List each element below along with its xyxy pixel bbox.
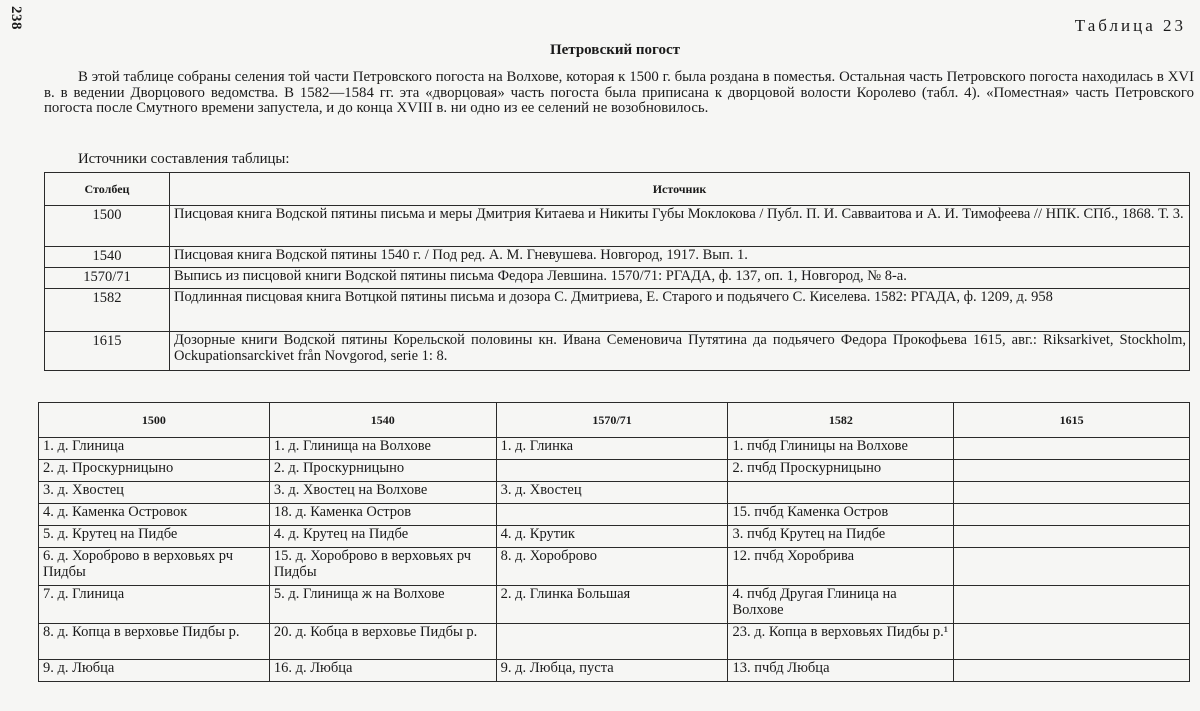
table-cell: 1. д. Глинища на Волхове <box>269 438 496 460</box>
table-row <box>39 504 1190 526</box>
sources-row <box>45 332 1190 371</box>
table-cell: 3. д. Хвостец <box>39 482 270 504</box>
table-cell <box>954 624 1190 660</box>
table-cell <box>496 624 728 660</box>
table-cell: 2. д. Проскурницыно <box>269 460 496 482</box>
sources-cell-source: Писцовая книга Водской пятины 1540 г. / Под ред. А. М. Гневушева. Новгород, 1917. Вып. 1. <box>170 247 1190 268</box>
sources-header-source: Источник <box>170 173 1190 206</box>
table-row <box>39 438 1190 460</box>
table-cell: 5. д. Крутец на Пидбе <box>39 526 270 548</box>
sources-cell-source: Выпись из писцовой книги Водской пятины письма Федора Левшина. 1570/71: РГАДА, ф. 137, оп. 1, Новгород, № 8-а. <box>170 268 1190 289</box>
table-cell <box>728 482 954 504</box>
table-row <box>39 586 1190 624</box>
column-header-1570-71: 1570/71 <box>496 403 728 438</box>
table-cell: 18. д. Каменка Остров <box>269 504 496 526</box>
table-row <box>39 460 1190 482</box>
table-cell: 5. д. Глинища ж на Волхове <box>269 586 496 624</box>
sources-row <box>45 289 1190 332</box>
sources-cell-column: 1582 <box>45 289 170 332</box>
table-cell <box>954 482 1190 504</box>
sources-cell-column: 1570/71 <box>45 268 170 289</box>
table-row <box>39 660 1190 682</box>
table-cell: 15. пчбд Каменка Остров <box>728 504 954 526</box>
sources-cell-source: Дозорные книги Водской пятины Корельской половины кн. Ивана Семеновича Путятина да подьячего Федора Прокофьева 1615, авг.: Riksarkivet, Stockholm, Ockupationsarckivet från Novgorod, serie 1: 8. <box>170 332 1190 371</box>
table-cell <box>496 504 728 526</box>
table-row <box>39 548 1190 586</box>
settlements-table <box>38 402 1190 682</box>
table-cell <box>496 460 728 482</box>
table-cell: 4. д. Крутец на Пидбе <box>269 526 496 548</box>
page-number: 238 <box>8 6 24 30</box>
table-cell <box>954 526 1190 548</box>
table-cell: 2. д. Проскурницыно <box>39 460 270 482</box>
sources-label: Источники составления таблицы: <box>78 151 290 167</box>
table-cell: 8. д. Копца в верховье Пидбы р. <box>39 624 270 660</box>
table-cell: 8. д. Хороброво <box>496 548 728 586</box>
sources-cell-column: 1500 <box>45 206 170 247</box>
table-cell: 3. д. Хвостец на Волхове <box>269 482 496 504</box>
table-cell: 4. пчбд Другая Глиница на Волхове <box>728 586 954 624</box>
table-cell <box>954 438 1190 460</box>
table-cell: 6. д. Хороброво в верховьях рч Пидбы <box>39 548 270 586</box>
table-row <box>39 624 1190 660</box>
sources-row <box>45 268 1190 289</box>
table-cell: 9. д. Любца, пуста <box>496 660 728 682</box>
sources-cell-source: Подлинная писцовая книга Вотцкой пятины письма и дозора С. Дмитриева, Е. Старого и подьячего С. Киселева. 1582: РГАДА, ф. 1209, д. 958 <box>170 289 1190 332</box>
table-cell: 9. д. Любца <box>39 660 270 682</box>
table-cell: 2. д. Глинка Большая <box>496 586 728 624</box>
column-header-1500: 1500 <box>39 403 270 438</box>
intro-paragraph: В этой таблице собраны селения той части Петровского погоста на Волхове, которая к 1500 г. была роздана в поместья. Остальная часть Петровского погоста находилась в XVI в. в ведении Дворцового ведомства. В 1582—1584 гг. эта «дворцовая» часть погоста была приписана к дворцовой волости Королево (табл. 4). «Поместная» часть Петровского погоста после Смутного времени запустела, и до конца XVIII в. ни одно из ее селений не возобновилось. <box>44 69 1194 116</box>
table-label: Таблица 23 <box>1074 16 1186 35</box>
column-header-1582: 1582 <box>728 403 954 438</box>
table-cell: 13. пчбд Любца <box>728 660 954 682</box>
sources-cell-column: 1540 <box>45 247 170 268</box>
table-cell: 1. д. Глинка <box>496 438 728 460</box>
table-cell: 1. д. Глиница <box>39 438 270 460</box>
table-cell: 20. д. Кобца в верховье Пидбы р. <box>269 624 496 660</box>
column-header-1615: 1615 <box>954 403 1190 438</box>
sources-row <box>45 247 1190 268</box>
table-cell: 15. д. Хороброво в верховьях рч Пидбы <box>269 548 496 586</box>
table-cell: 1. пчбд Глиницы на Волхове <box>728 438 954 460</box>
table-cell <box>954 586 1190 624</box>
sources-cell-column: 1615 <box>45 332 170 371</box>
table-cell <box>954 548 1190 586</box>
table-row <box>39 482 1190 504</box>
table-cell: 4. д. Каменка Островок <box>39 504 270 526</box>
table-cell: 23. д. Копца в верховьях Пидбы р.¹ <box>728 624 954 660</box>
table-cell: 12. пчбд Хоробрива <box>728 548 954 586</box>
sources-row <box>45 206 1190 247</box>
table-cell <box>954 504 1190 526</box>
table-cell <box>954 660 1190 682</box>
page-title: Петровский погост <box>549 42 681 58</box>
table-cell: 2. пчбд Проскурницыно <box>728 460 954 482</box>
table-cell: 3. д. Хвостец <box>496 482 728 504</box>
table-row <box>39 526 1190 548</box>
table-cell <box>954 460 1190 482</box>
table-cell: 3. пчбд Крутец на Пидбе <box>728 526 954 548</box>
column-header-1540: 1540 <box>269 403 496 438</box>
table-cell: 7. д. Глиница <box>39 586 270 624</box>
sources-header-column: Столбец <box>45 173 170 206</box>
sources-table <box>44 172 1190 371</box>
table-cell: 16. д. Любца <box>269 660 496 682</box>
sources-cell-source: Писцовая книга Водской пятины письма и меры Дмитрия Китаева и Никиты Губы Моклокова / Публ. П. И. Савваитова и А. И. Тимофеева // НПК. СПб., 1868. Т. 3. <box>170 206 1190 247</box>
table-cell: 4. д. Крутик <box>496 526 728 548</box>
